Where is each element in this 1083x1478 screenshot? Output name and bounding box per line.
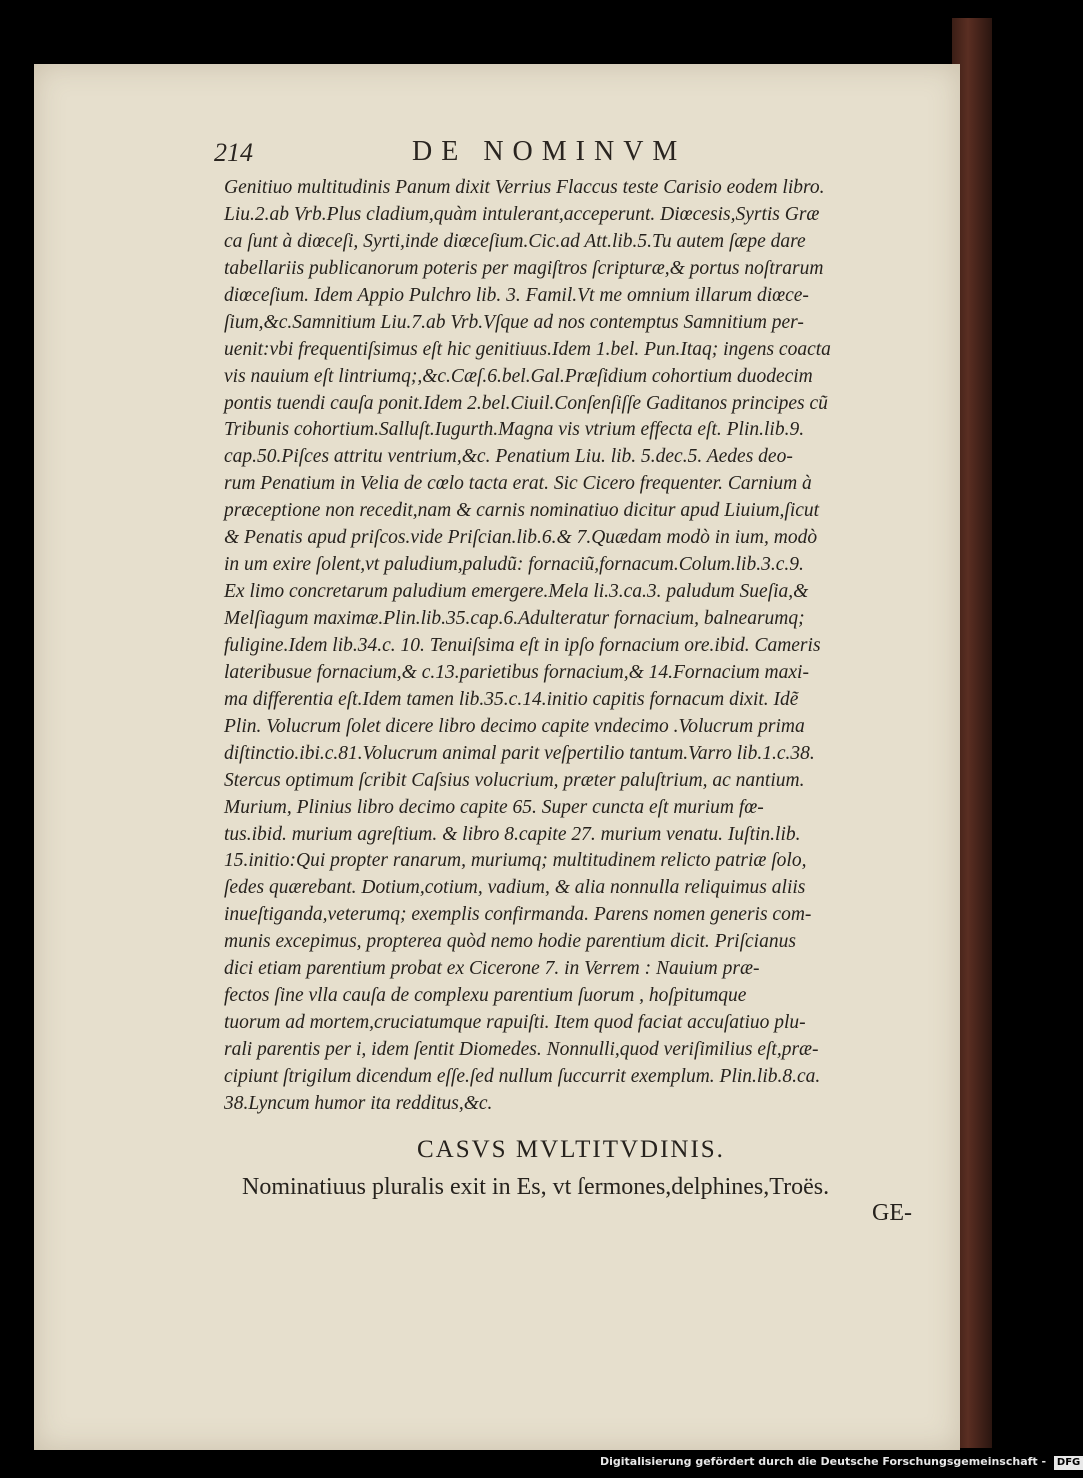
text-line: ſedes quærebant. Dotium,cotium, vadium, & alia nonnulla reliquimus aliis	[224, 877, 806, 899]
text-line: fuligine.Idem lib.34.c. 10. Tenuiſsima eſt in ipſo fornacium ore.ibid. Cameris	[224, 634, 821, 656]
roman-text-line: Nominatiuus pluralis exit in Es, vt ſermones,delphines,Troës.	[242, 1174, 830, 1200]
text-line: Genitiuo multitudinis Panum dixit Verrius Flaccus teste Carisio eodem libro.	[224, 177, 825, 198]
text-line: inueſtiganda,veterumq; exemplis confirmanda. Parens nomen generis com-	[224, 904, 812, 926]
text-line: dici etiam parentium probat ex Cicerone 7. in Verrem : Nauium præ-	[224, 958, 760, 980]
text-line: rali parentis per i, idem ſentit Diomedes. Nonnulli,quod veriſimilius eſt,præ-	[224, 1039, 819, 1060]
text-line: pontis tuendi cauſa ponit.Idem 2.bel.Ciuil.Conſenſiſſe Gaditanos principes cũ	[224, 392, 828, 414]
text-line: 15.initio:Qui propter ranarum, muriumq; multitudinem relicto patriæ ſolo,	[224, 850, 807, 872]
digitization-footer	[600, 1452, 1081, 1472]
text-line: uenit:vbi frequentiſsimus eſt hic genitiuus.Idem 1.bel. Pun.Itaq; ingens coacta	[224, 338, 831, 360]
text-line: Tribunis cohortium.Salluſt.Iugurth.Magna vis vtrium effecta eſt. Plin.lib.9.	[224, 419, 805, 441]
catchword: GE-	[872, 1200, 912, 1226]
text-line: cipiunt ſtrigilum dicendum eſſe.ſed nullum ſuccurrit exemplum. Plin.lib.8.ca.	[224, 1065, 821, 1087]
text-line: Liu.2.ab Vrb.Plus cladium,quàm intulerant,acceperunt. Diœcesis,Syrtis Græ	[224, 203, 820, 225]
text-line: tus.ibid. murium agreſtium. & libro 8.capite 27. murium venatu. Iuſtin.lib.	[224, 823, 801, 845]
text-line: in um exire ſolent,vt paludium,paludũ: fornaciũ,fornacum.Colum.lib.3.c.9.	[224, 554, 804, 576]
running-head	[34, 136, 960, 176]
text-line: tabellariis publicanorum poteris per magiſtros ſcripturæ,& portus noſtrarum	[224, 257, 824, 279]
text-line: tuorum ad mortem,cruciatumque rapuiſti. Item quod faciat accuſatiuo plu-	[224, 1012, 806, 1034]
footer-credit: Digitalisierung gefördert durch die Deutsche Forschungsgemeinschaft -	[600, 1455, 1047, 1468]
section-heading: CASVS MVLTITVDINIS.	[417, 1136, 725, 1163]
text-line: & Penatis apud priſcos.vide Priſcian.lib.6.& 7.Quædam modò in ium, modò	[224, 527, 818, 549]
text-line: Melſiagum maximæ.Plin.lib.35.cap.6.Adulteratur fornacium, balnearumq;	[224, 608, 805, 629]
text-line: ſium,&c.Samnitium Liu.7.ab Vrb.Vſque ad nos contemptus Samnitium per-	[224, 311, 804, 333]
text-line: Ex limo concretarum paludium emergere.Mela li.3.ca.3. paludum Sueſia,&	[224, 581, 809, 603]
body-text	[224, 174, 934, 1117]
text-line: lateribusue fornacium,& c.13.parietibus fornacium,& 14.Fornacium maxi-	[224, 661, 809, 683]
text-line: Stercus optimum ſcribit Caſsius volucrium, præter paluſtrium, ac nantium.	[224, 769, 805, 791]
text-line: cap.50.Piſces attritu ventrium,&c. Penatium Liu. lib. 5.dec.5. Aedes deo-	[224, 446, 793, 468]
page-number: 214	[214, 138, 253, 167]
text-line: vis nauium eſt lintriumq;,&c.Cæſ.6.bel.Gal.Præſidium cohortium duodecim	[224, 365, 813, 387]
text-line: diſtinctio.ibi.c.81.Volucrum animal parit veſpertilio tantum.Varro lib.1.c.38.	[224, 742, 815, 764]
text-line: præceptione non recedit,nam & carnis nominatiuo dicitur apud Liuium,ſicut	[224, 500, 820, 522]
text-line: rum Penatium in Velia de cœlo tacta erat. Sic Cicero frequenter. Carnium à	[224, 473, 812, 495]
text-line: Murium, Plinius libro decimo capite 65. Super cuncta eſt murium fœ-	[224, 796, 764, 818]
text-line: ca ſunt à diœceſi, Syrti,inde diœceſium.Cic.ad Att.lib.5.Tu autem ſæpe dare	[224, 230, 806, 252]
text-line: fectos ſine vlla cauſa de complexu parentium ſuorum , hoſpitumque	[224, 985, 747, 1007]
text-line: ma differentia eſt.Idem tamen lib.35.c.14.initio capitis fornacum dixit. Idẽ	[224, 688, 799, 710]
text-line: munis excepimus, propterea quòd nemo hodie parentium dicit. Priſcianus	[224, 931, 796, 953]
text-line: diœceſium. Idem Appio Pulchro lib. 3. Famil.Vt me omnium illarum diœce-	[224, 284, 809, 306]
text-line: 38.Lyncum humor ita redditus,&c.	[224, 1092, 493, 1114]
book-page	[34, 64, 960, 1450]
dfg-logo: DFG	[1054, 1456, 1083, 1470]
running-head-title: DE NOMINVM	[412, 136, 687, 167]
text-line: Plin. Volucrum ſolet dicere libro decimo capite vndecimo .Volucrum prima	[224, 715, 805, 737]
